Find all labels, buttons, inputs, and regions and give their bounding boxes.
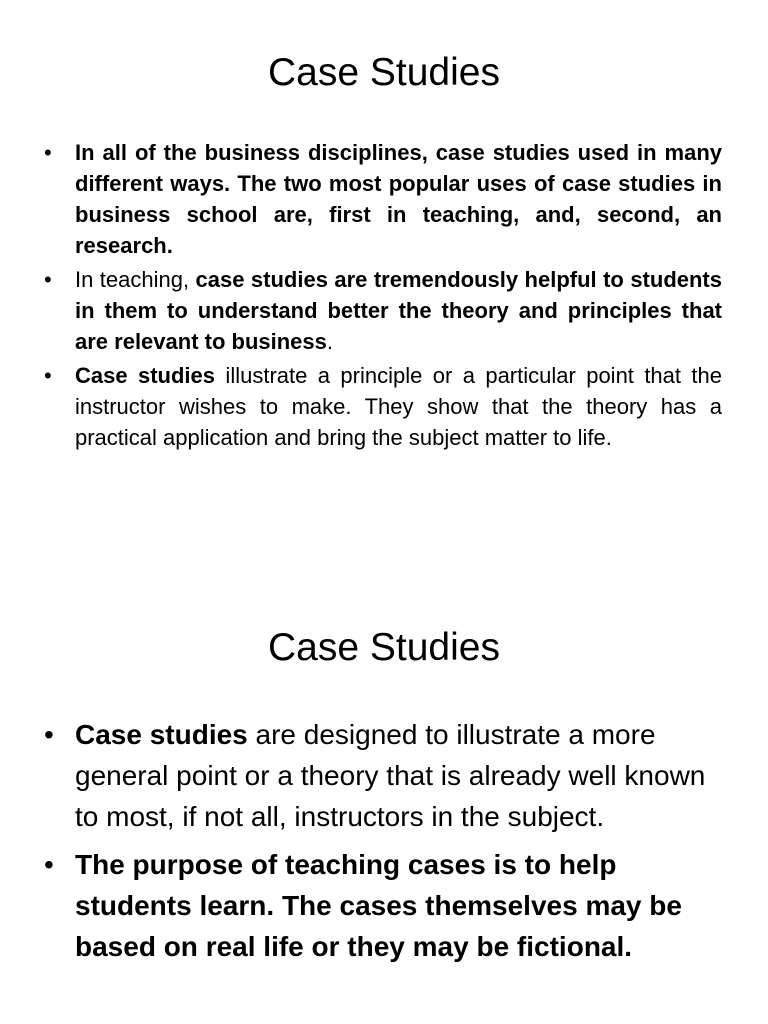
bullet-text: .: [326, 329, 334, 354]
bullet-text: illustrate a principle or a particular point that the instructor wishes to make. They show that the theory has a practical application and bring the subject matter to life.: [75, 363, 723, 450]
slide-title: Case Studies: [268, 626, 500, 669]
bullet-text-bold: case studies are tremendously helpful to students in them to understand better the theory and principles that are relevant to business: [75, 267, 722, 354]
bullet-icon: •: [44, 140, 52, 165]
bullet-icon: •: [44, 849, 54, 880]
bullet-icon: •: [44, 363, 52, 388]
bullet-text-bold: Case studies: [75, 719, 248, 750]
bullet-item: [44, 137, 722, 261]
bullet-list: [44, 137, 722, 456]
bullet-icon: •: [44, 267, 52, 292]
slide-2: [0, 512, 768, 1024]
bullet-text-bold: The purpose of teaching cases is to help students learn. The cases themselves may be based on real life or they may be fictional.: [75, 849, 682, 962]
bullet-item: [44, 844, 722, 967]
bullet-icon: •: [44, 719, 54, 750]
bullet-text: are designed to illustrate a more general point or a theory that is already well known to most, if not all, instructors in the subject.: [75, 719, 706, 832]
bullet-item: [44, 360, 722, 453]
bullet-item: [44, 264, 722, 357]
bullet-list: [44, 714, 722, 974]
slide-title: Case Studies: [268, 51, 500, 94]
bullet-text-bold: Case studies: [75, 363, 216, 388]
bullet-item: [44, 714, 722, 837]
bullet-text: In teaching,: [75, 267, 196, 292]
bullet-text: In all of the business disciplines, case studies used in many different ways. The two most popular uses of case studies in business school are, first in teaching, and, second, an research.: [75, 140, 722, 258]
